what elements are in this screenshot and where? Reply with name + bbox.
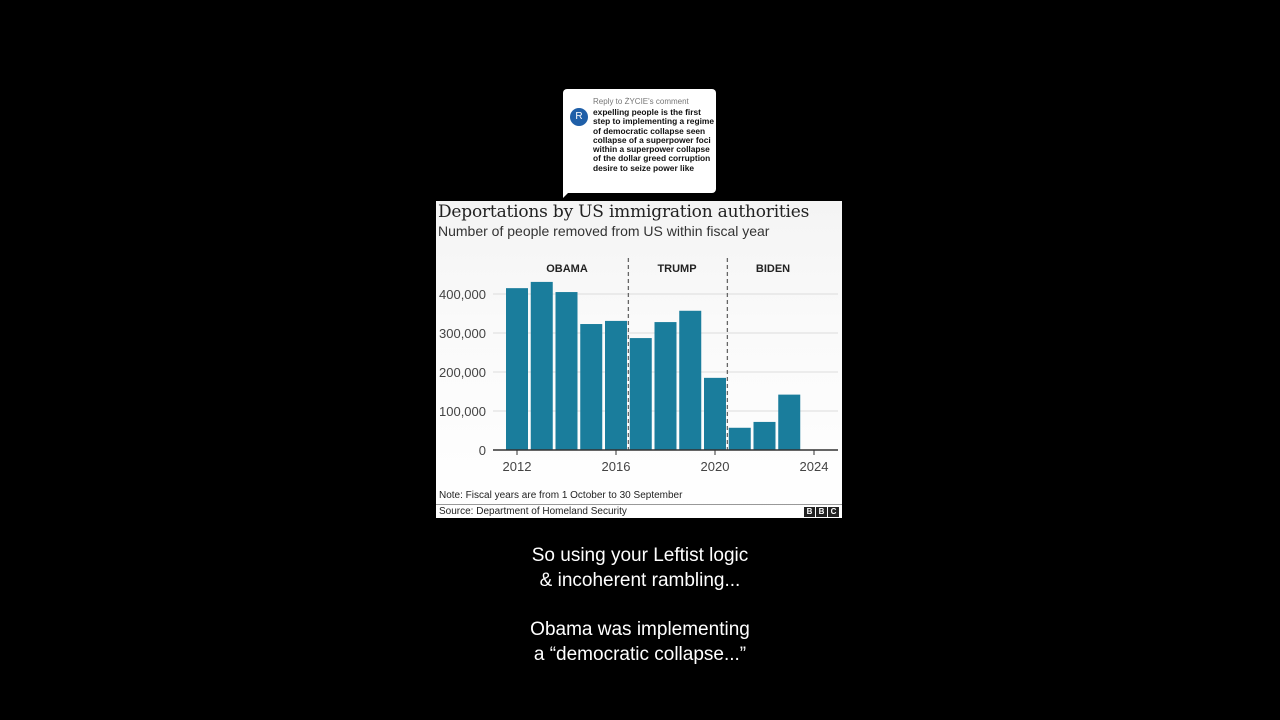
bubble-tail [563,188,573,198]
bar-2016 [605,321,627,450]
y-tick-label: 400,000 [439,287,486,302]
bar-2018 [655,322,677,450]
caption-line: a “democratic collapse...” [533,644,747,665]
y-tick-label: 0 [478,443,486,458]
x-tick-label: 2016 [601,459,631,474]
bar-2014 [556,292,578,450]
caption-line: Obama was implementing [530,619,750,640]
video-caption [440,543,840,667]
bbc-logo [804,507,839,517]
bar-2020 [704,378,726,450]
chart-card [436,201,842,518]
x-tick-label: 2024 [799,459,829,474]
y-tick-label: 200,000 [439,365,486,380]
chart-subtitle: Number of people removed from US within fiscal year [438,223,770,239]
period-label-biden: BIDEN [755,263,791,275]
bar-2019 [679,311,701,450]
bar-2012 [506,288,528,450]
bar-2015 [580,324,602,450]
comment-text: expelling people is the first step to implementing a regime of democratic collapse seen collapse of a superpower foci within a superpower collapse of the dollar greed corruption desire to seize power like [593,107,714,173]
bar-chart [436,201,842,518]
chart-title: Deportations by US immigration authorities [438,202,810,222]
period-label-obama: OBAMA [546,263,588,275]
user-avatar: R [570,108,588,126]
y-tick-label: 300,000 [439,326,486,341]
bar-2021 [729,428,751,450]
bar-2023 [778,395,800,450]
caption-line: So using your Leftist logic [531,545,749,566]
x-tick-label: 2012 [502,459,532,474]
bbc-logo-letter: B [816,507,827,517]
chart-note: Note: Fiscal years are from 1 October to 30 September [439,490,683,501]
caption-line: & incoherent rambling... [539,570,741,591]
x-tick-label: 2020 [700,459,730,474]
divider [436,504,842,505]
bbc-logo-letter: B [804,507,815,517]
bar-2017 [630,338,652,450]
reply-comment-bubble [563,89,716,193]
period-label-trump: TRUMP [657,263,697,275]
bar-2013 [531,282,553,450]
bbc-logo-letter: C [828,507,839,517]
bar-2022 [754,422,776,450]
chart-source: Source: Department of Homeland Security [439,506,627,517]
reply-to-label: Reply to ŻYCIE's comment [593,97,689,106]
y-tick-label: 100,000 [439,404,486,419]
